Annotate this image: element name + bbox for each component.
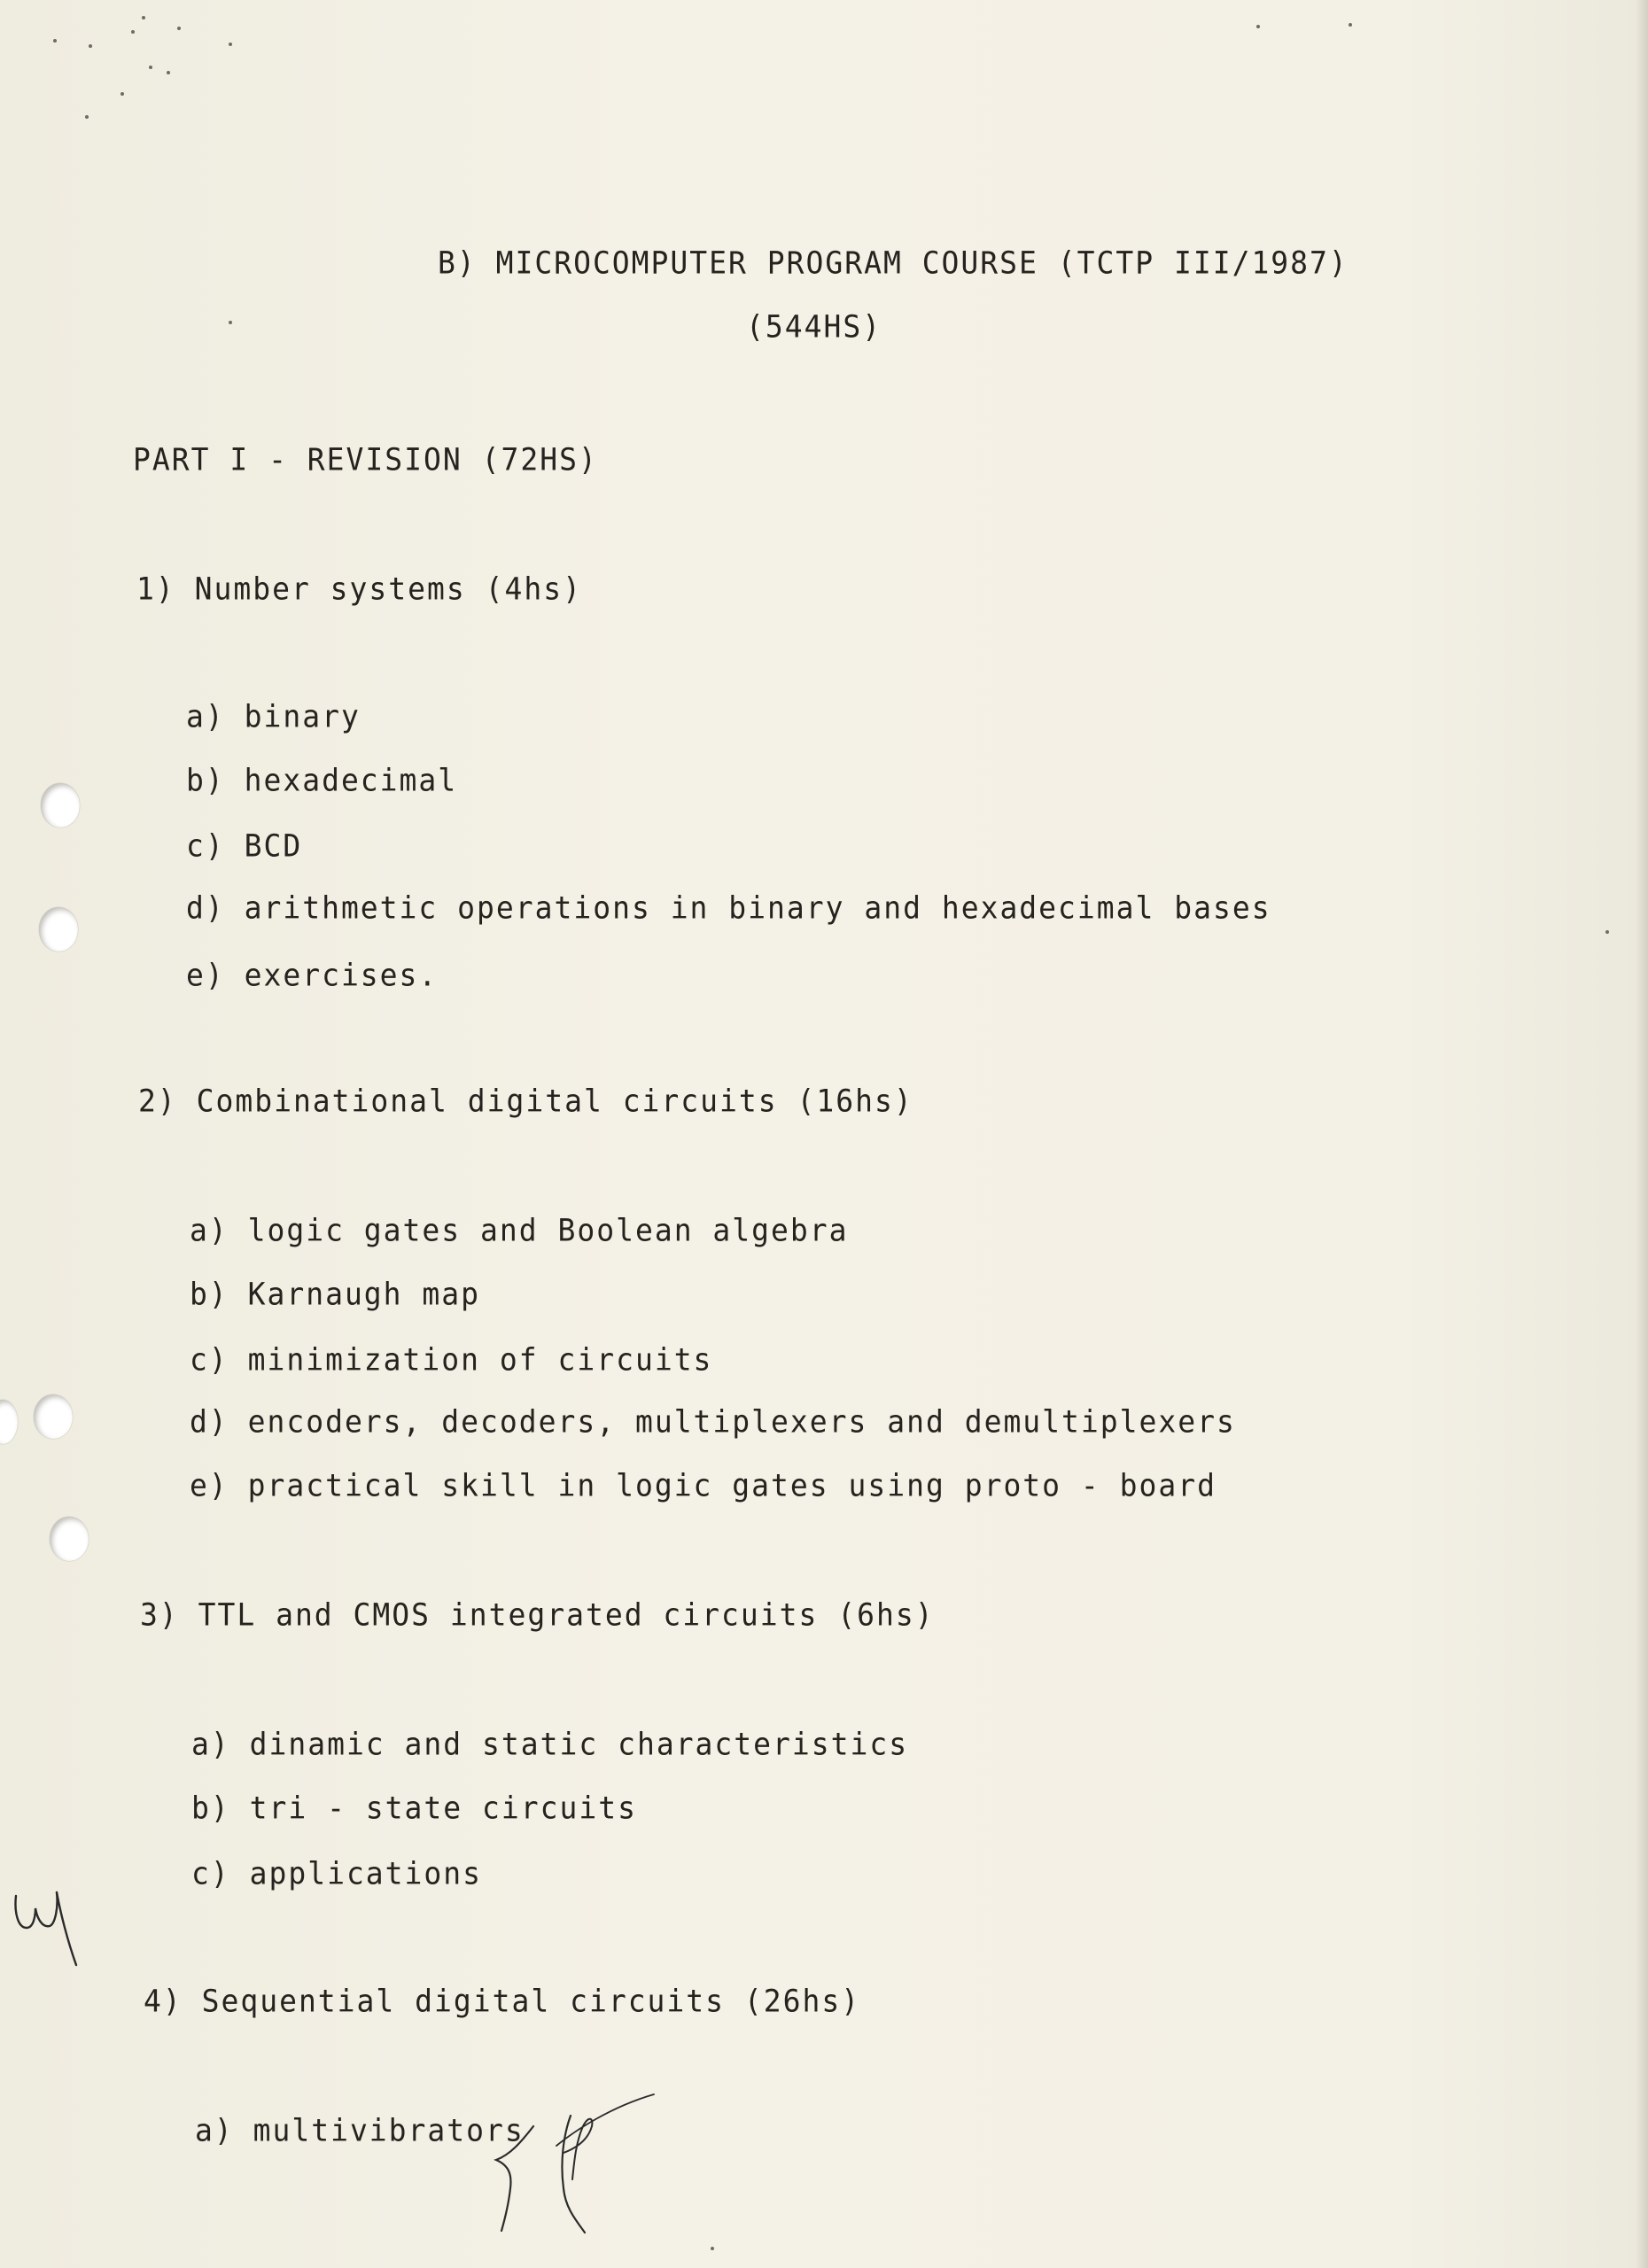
handwritten-initials: [478, 2091, 665, 2241]
document-title: B) MICROCOMPUTER PROGRAM COURSE (TCTP III/1987): [438, 245, 1349, 281]
list-item: e) exercises.: [186, 957, 439, 993]
punch-hole: [0, 1400, 18, 1444]
section-heading: 1) Number systems (4hs): [136, 571, 582, 607]
paper-speck: [1349, 23, 1352, 27]
document-subtitle: (544HS): [746, 308, 882, 345]
paper-speck: [229, 321, 232, 324]
paper-speck: [229, 43, 232, 46]
paper-speck: [142, 16, 145, 19]
paper-speck: [120, 92, 124, 96]
list-item: e) practical skill in logic gates using proto - board: [190, 1467, 1217, 1503]
part-heading: PART I - REVISION (72HS): [133, 441, 598, 478]
paper-speck: [1256, 25, 1260, 28]
paper-speck: [53, 39, 57, 43]
punch-hole: [34, 1394, 73, 1439]
punch-hole: [39, 907, 78, 951]
paper-speck: [149, 66, 152, 69]
paper-speck: [167, 71, 170, 74]
section-heading: 4) Sequential digital circuits (26hs): [144, 1983, 861, 2019]
list-item: c) applications: [191, 1855, 483, 1891]
paper-speck: [1605, 930, 1609, 934]
list-item: b) hexadecimal: [186, 762, 458, 798]
list-item: a) dinamic and static characteristics: [191, 1726, 909, 1762]
punch-hole: [50, 1517, 89, 1561]
paper-speck: [177, 27, 181, 30]
list-item: c) BCD: [186, 827, 303, 864]
paper-speck: [85, 115, 89, 119]
section-heading: 3) TTL and CMOS integrated circuits (6hs): [140, 1596, 935, 1633]
paper-speck: [131, 30, 135, 34]
list-item: d) arithmetic operations in binary and hexadecimal bases: [186, 889, 1271, 926]
list-item: b) tri - state circuits: [191, 1790, 637, 1826]
list-item: c) minimization of circuits: [190, 1341, 713, 1378]
list-item: a) logic gates and Boolean algebra: [190, 1212, 849, 1248]
paper-speck: [711, 2247, 714, 2250]
list-item: d) encoders, decoders, multiplexers and demultiplexers: [190, 1403, 1236, 1440]
paper-speck: [89, 44, 92, 48]
handwritten-margin-mark: [9, 1876, 80, 1974]
section-heading: 2) Combinational digital circuits (16hs): [138, 1083, 913, 1119]
list-item: a) binary: [186, 698, 361, 734]
punch-hole: [41, 783, 80, 827]
list-item: a) multivibrators: [195, 2112, 525, 2148]
list-item: b) Karnaugh map: [190, 1276, 481, 1312]
